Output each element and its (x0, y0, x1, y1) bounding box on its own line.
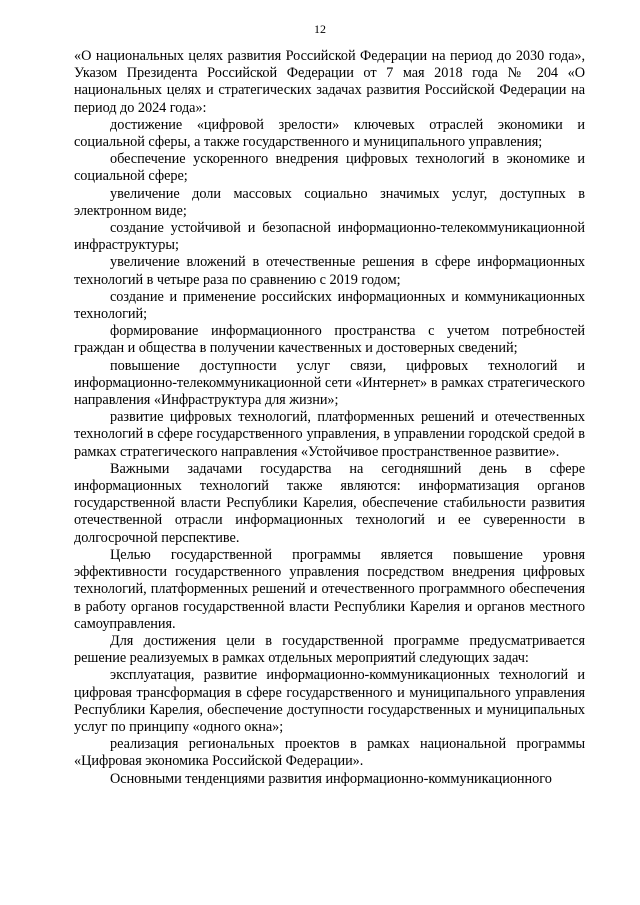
list-item-platform-solutions: развитие цифровых технологий, платформенных решений и отечественных технологий в сфере государственного управления, в управлении городской средой в рамках стратегического направления «Устойчивое пространственное развитие». (74, 409, 585, 460)
paragraph-program-goal: Целью государственной программы является повышение уровня эффективности государственного управления посредством внедрения цифровых технологий, платформенных решений и отечественного программного обеспечения в работу органов государственной власти Республики Карелия и органов местного самоуправления. (74, 546, 585, 632)
list-item-task-operation: эксплуатация, развитие информационно-коммуникационных технологий и цифровая трансформация в сфере государственного и муниципального управления Республики Карелия, обеспечение доступности государственных и муниципальных услуг по принципу «одного окна»; (74, 667, 585, 735)
page-number: 12 (314, 22, 326, 36)
document-body (74, 48, 585, 788)
paragraph-continuation: «О национальных целях развития Российской Федерации на период до 2030 года», Указом Президента Российской Федерации от 7 мая 2018 года № 204 «О национальных целях и стратегических задачах развития Российской Федерации на период до 2024 года»: (74, 48, 585, 116)
list-item-domestic-investment: увеличение вложений в отечественные решения в сфере информационных технологий в четыре раза по сравнению с 2019 годом; (74, 254, 585, 288)
paragraph-state-objectives: Важными задачами государства на сегодняшний день в сфере информационных технологий также являются: информатизация органов государственной власти Республики Карелия, обеспечение стабильности развития отечественной отрасли информационных технологий и ее суверенности в долгосрочной перспективе. (74, 460, 585, 546)
list-item-service-accessibility: повышение доступности услуг связи, цифровых технологий и информационно-телекоммуникационной сети «Интернет» в рамках стратегического направления «Инфраструктура для жизни»; (74, 357, 585, 409)
list-item-russian-technologies: создание и применение российских информационных и коммуникационных технологий; (74, 288, 585, 323)
list-item-task-regional-projects: реализация региональных проектов в рамках национальной программы «Цифровая экономика Российской Федерации». (74, 736, 585, 770)
list-item-accelerated-adoption: обеспечение ускоренного внедрения цифровых технологий в экономике и социальной сфере; (74, 151, 585, 185)
list-item-digital-maturity: достижение «цифровой зрелости» ключевых отраслей экономики и социальной сферы, а также государственного и муниципального управления; (74, 116, 585, 151)
paragraph-program-tasks-intro: Для достижения цели в государственной программе предусматривается решение реализуемых в рамках отдельных мероприятий следующих задач: (74, 632, 585, 667)
list-item-information-space: формирование информационного пространства с учетом потребностей граждан и общества в получении качественных и достоверных сведений; (74, 323, 585, 357)
paragraph-trends: Основными тенденциями развития информационно-коммуникационного (110, 770, 552, 787)
list-item-online-services-share: увеличение доли массовых социально значимых услуг, доступных в электронном виде; (74, 185, 585, 219)
list-item-secure-infrastructure: создание устойчивой и безопасной информационно-телекоммуникационной инфраструктуры; (74, 220, 585, 254)
